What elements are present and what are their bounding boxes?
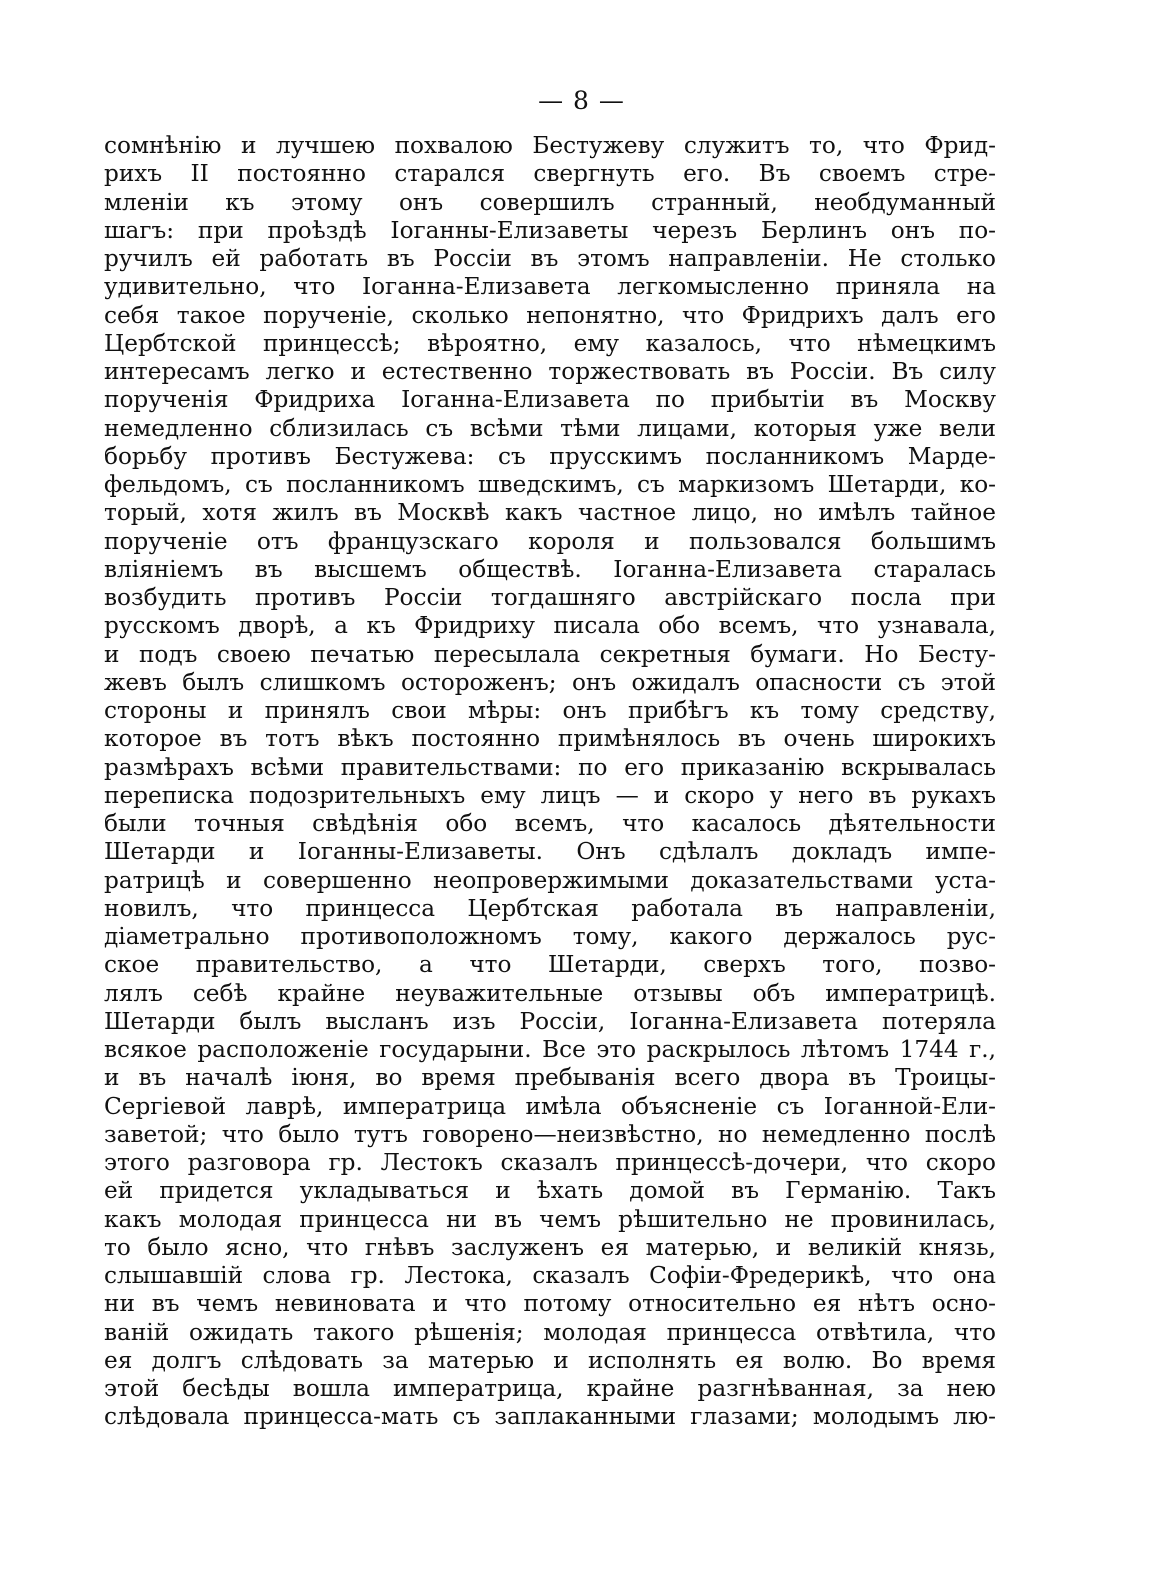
text-line: лялъ себѣ крайне неуважительные отзывы объ императрицѣ. xyxy=(104,979,996,1007)
text-line: и подъ своею печатью пересылала секретныя бумаги. Но Бесту- xyxy=(104,640,996,668)
text-line: были точныя свѣдѣнія обо всемъ, что касалось дѣятельности xyxy=(104,810,996,837)
text-line: жевъ былъ слишкомъ остороженъ; онъ ожидалъ опасности съ этой xyxy=(104,668,996,696)
text-line: которое въ тотъ вѣкъ постоянно примѣнялось въ очень широкихъ xyxy=(104,725,996,753)
text-line: шагъ: при проѣздѣ Іоганны-Елизаветы черезъ Берлинъ онъ по- xyxy=(104,216,996,244)
text-line: Цербтской принцессѣ; вѣроятно, ему казалось, что нѣмецкимъ xyxy=(104,329,996,357)
text-line: удивительно, что Іоганна-Елизавета легкомысленно приняла на xyxy=(104,273,996,301)
text-line: Сергіевой лаврѣ, императрица имѣла объясненіе съ Іоганной-Eли- xyxy=(104,1092,996,1120)
text-line: мленіи къ этому онъ совершилъ странный, необдуманный xyxy=(104,188,996,216)
text-line: Шетарди былъ высланъ изъ Россіи, Іоганна-Елизавета потеряла xyxy=(104,1007,996,1035)
text-line: возбудить противъ Россіи тогдашняго австрійскаго посла при xyxy=(104,584,996,611)
text-line: сомнѣнію и лучшею похвалою Бестужеву служитъ то, что Фрид- xyxy=(104,132,996,159)
text-line: всякое расположеніе государыни. Все это раскрылось лѣтомъ 1744 г., xyxy=(104,1036,996,1063)
text-line: слышавшій слова гр. Лестока, сказалъ Софіи-Фредерикѣ, что она xyxy=(104,1262,996,1289)
text-line: ратрицѣ и совершенно неопровержимыми доказательствами уста- xyxy=(104,866,996,894)
text-line: рихъ II постоянно старался свергнуть его. Въ своемъ стре- xyxy=(104,160,996,188)
text-line: діаметрально противоположномъ тому, какого держалось рус- xyxy=(104,923,996,950)
text-line: этого разговора гр. Лестокъ сказалъ принцессѣ-дочери, что скоро xyxy=(104,1149,996,1176)
text-line: новилъ, что принцесса Цербтская работала въ направленіи, xyxy=(104,894,996,922)
text-line: немедленно сблизилась съ всѣми тѣми лицами, которыя уже вели xyxy=(104,414,996,442)
body-text xyxy=(104,132,996,1432)
text-line: вліяніемъ въ высшемъ обществѣ. Іоганна-Елизавета старалась xyxy=(104,555,996,583)
text-line: размѣрахъ всѣми правительствами: по его приказанію вскрывалась xyxy=(104,753,996,781)
text-line: русскомъ дворѣ, а къ Фридриху писала обо всемъ, что узнавала, xyxy=(104,612,996,640)
text-line: ни въ чемъ невиновата и что потому относительно ея нѣтъ осно- xyxy=(104,1290,996,1318)
text-line: торый, хотя жилъ въ Москвѣ какъ частное лицо, но имѣлъ тайное xyxy=(104,499,996,527)
text-line: ское правительство, а что Шетарди, сверхъ того, позво- xyxy=(104,951,996,979)
text-line: то было ясно, что гнѣвъ заслуженъ ея матерью, и великій князь, xyxy=(104,1233,996,1261)
text-line: переписка подозрительныхъ ему лицъ — и скоро у него въ рукахъ xyxy=(104,781,996,809)
text-line: ея долгъ слѣдовать за матерью и исполнять ея волю. Во время xyxy=(104,1346,996,1374)
text-line: ручилъ ей работать въ Россіи въ этомъ направленіи. Не столько xyxy=(104,245,996,272)
text-line: ваній ожидать такого рѣшенія; молодая принцесса отвѣтила, что xyxy=(104,1318,996,1346)
text-line: интересамъ легко и естественно торжествовать въ Россіи. Въ силу xyxy=(104,358,996,385)
text-line: борьбу противъ Бестужева: съ прусскимъ посланникомъ Марде- xyxy=(104,442,996,470)
text-line: стороны и принялъ свои мѣры: онъ прибѣгъ къ тому средству, xyxy=(104,697,996,724)
text-line: заветой; что было тутъ говорено—неизвѣстно, но немедленно послѣ xyxy=(104,1120,996,1148)
text-line: какъ молодая принцесса ни въ чемъ рѣшительно не провинилась, xyxy=(104,1205,996,1233)
text-line: себя такое порученіе, сколько непонятно, что Фридрихъ далъ его xyxy=(104,301,996,329)
text-line: слѣдовала принцесса-мать съ заплаканными глазами; молодымъ лю- xyxy=(104,1403,996,1431)
text-line: фельдомъ, съ посланникомъ шведскимъ, съ маркизомъ Шетарди, ко- xyxy=(104,471,996,498)
text-line: Шетарди и Іоганны-Елизаветы. Онъ сдѣлалъ докладъ импе- xyxy=(104,838,996,866)
text-line: порученія Фридриха Іоганна-Елизавета по прибытіи въ Москву xyxy=(104,386,996,414)
text-line: и въ началѣ іюня, во время пребыванія всего двора въ Троицы- xyxy=(104,1064,996,1092)
text-line: этой бесѣды вошла императрица, крайне разгнѣванная, за нею xyxy=(104,1375,996,1402)
page-number: — 8 — xyxy=(538,86,625,115)
text-line: ей придется укладываться и ѣхать домой въ Германію. Такъ xyxy=(104,1177,996,1205)
text-line: порученіе отъ французскаго короля и пользовался большимъ xyxy=(104,527,996,555)
